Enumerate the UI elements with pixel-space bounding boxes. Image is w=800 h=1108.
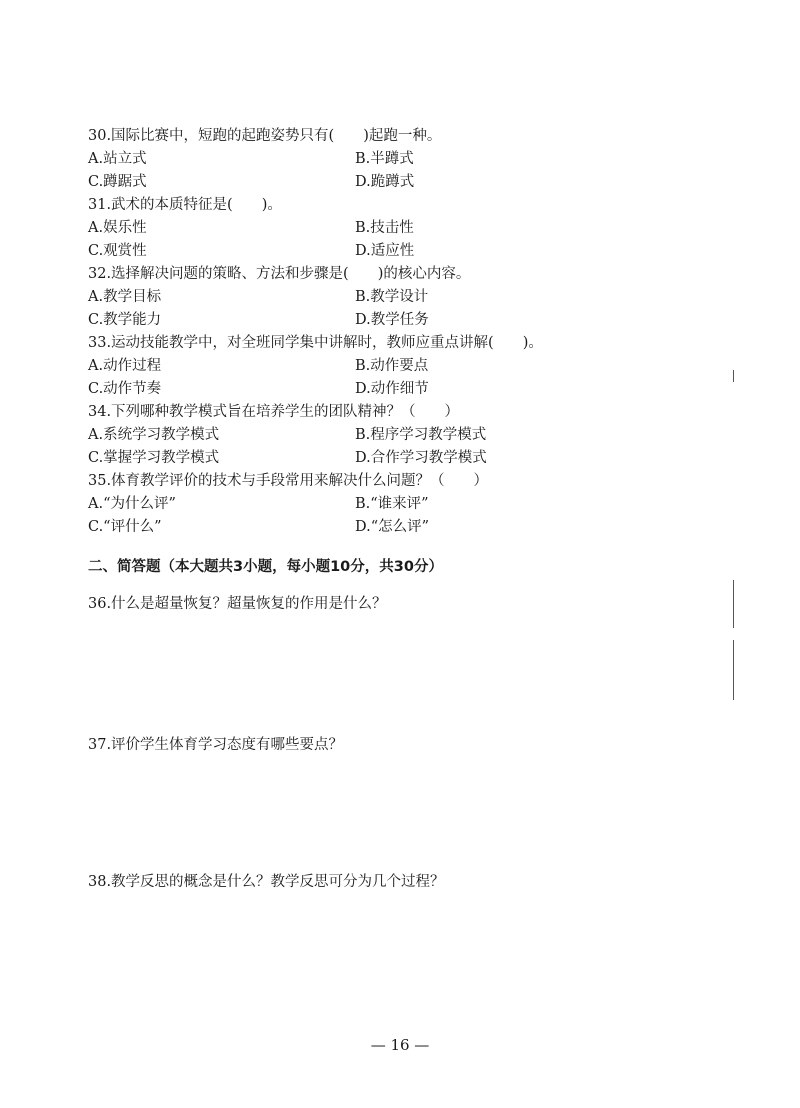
section-title: 二、简答题（本大题共3小题，每小题10分，共30分） [88,559,443,575]
question-30-option-a: A.站立式 [88,151,147,167]
question-34-option-c: C.掌握学习教学模式 [88,450,220,466]
question-35-option-a: A.“为什么评” [88,496,176,512]
short-answer-36: 36.什么是超量恢复？超量恢复的作用是什么？ [88,596,387,612]
page-number: — 16 — [370,1036,430,1054]
question-33-option-d: D.动作细节 [355,381,429,397]
question-34-option-a: A.系统学习教学模式 [88,427,220,443]
question-31-option-c: C.观赏性 [88,243,147,259]
question-35-option-c: C.“评什么” [88,519,162,535]
question-31-stem: 31.武术的本质特征是( )。 [88,197,282,213]
question-35-option-b: B.“谁来评” [355,496,429,512]
question-33-option-a: A.动作过程 [88,358,162,374]
question-32-option-c: C.教学能力 [88,312,162,328]
binding-margin-mark [733,580,734,628]
question-34-option-b: B.程序学习教学模式 [355,427,487,443]
short-answer-38: 38.教学反思的概念是什么？教学反思可分为几个过程？ [88,874,445,890]
question-32-stem: 32.选择解决问题的策略、方法和步骤是( )的核心内容。 [88,266,471,282]
question-34-option-d: D.合作学习教学模式 [355,450,487,466]
question-31-option-b: B.技击性 [355,220,414,236]
question-31-option-a: A.娱乐性 [88,220,147,236]
question-30-option-b: B.半蹲式 [355,151,414,167]
question-30-option-d: D.跪蹲式 [355,174,415,190]
question-33-stem: 33.运动技能教学中，对全班同学集中讲解时，教师应重点讲解( )。 [88,335,543,351]
question-32-option-a: A.教学目标 [88,289,162,305]
question-32-option-b: B.教学设计 [355,289,429,305]
question-33-option-c: C.动作节奏 [88,381,162,397]
question-30-stem: 30.国际比赛中，短跑的起跑姿势只有( )起跑一种。 [88,128,442,144]
question-32-option-d: D.教学任务 [355,312,429,328]
question-35-option-d: D.“怎么评” [355,519,430,535]
binding-margin-mark [733,370,734,382]
binding-margin-mark [733,640,734,700]
question-34-stem: 34.下列哪种教学模式旨在培养学生的团队精神？（ ） [88,404,460,420]
question-30-option-c: C.蹲踞式 [88,174,147,190]
question-31-option-d: D.适应性 [355,243,415,259]
question-33-option-b: B.动作要点 [355,358,429,374]
question-35-stem: 35.体育教学评价的技术与手段常用来解决什么问题？（ ） [88,473,489,489]
short-answer-37: 37.评价学生体育学习态度有哪些要点？ [88,737,344,753]
